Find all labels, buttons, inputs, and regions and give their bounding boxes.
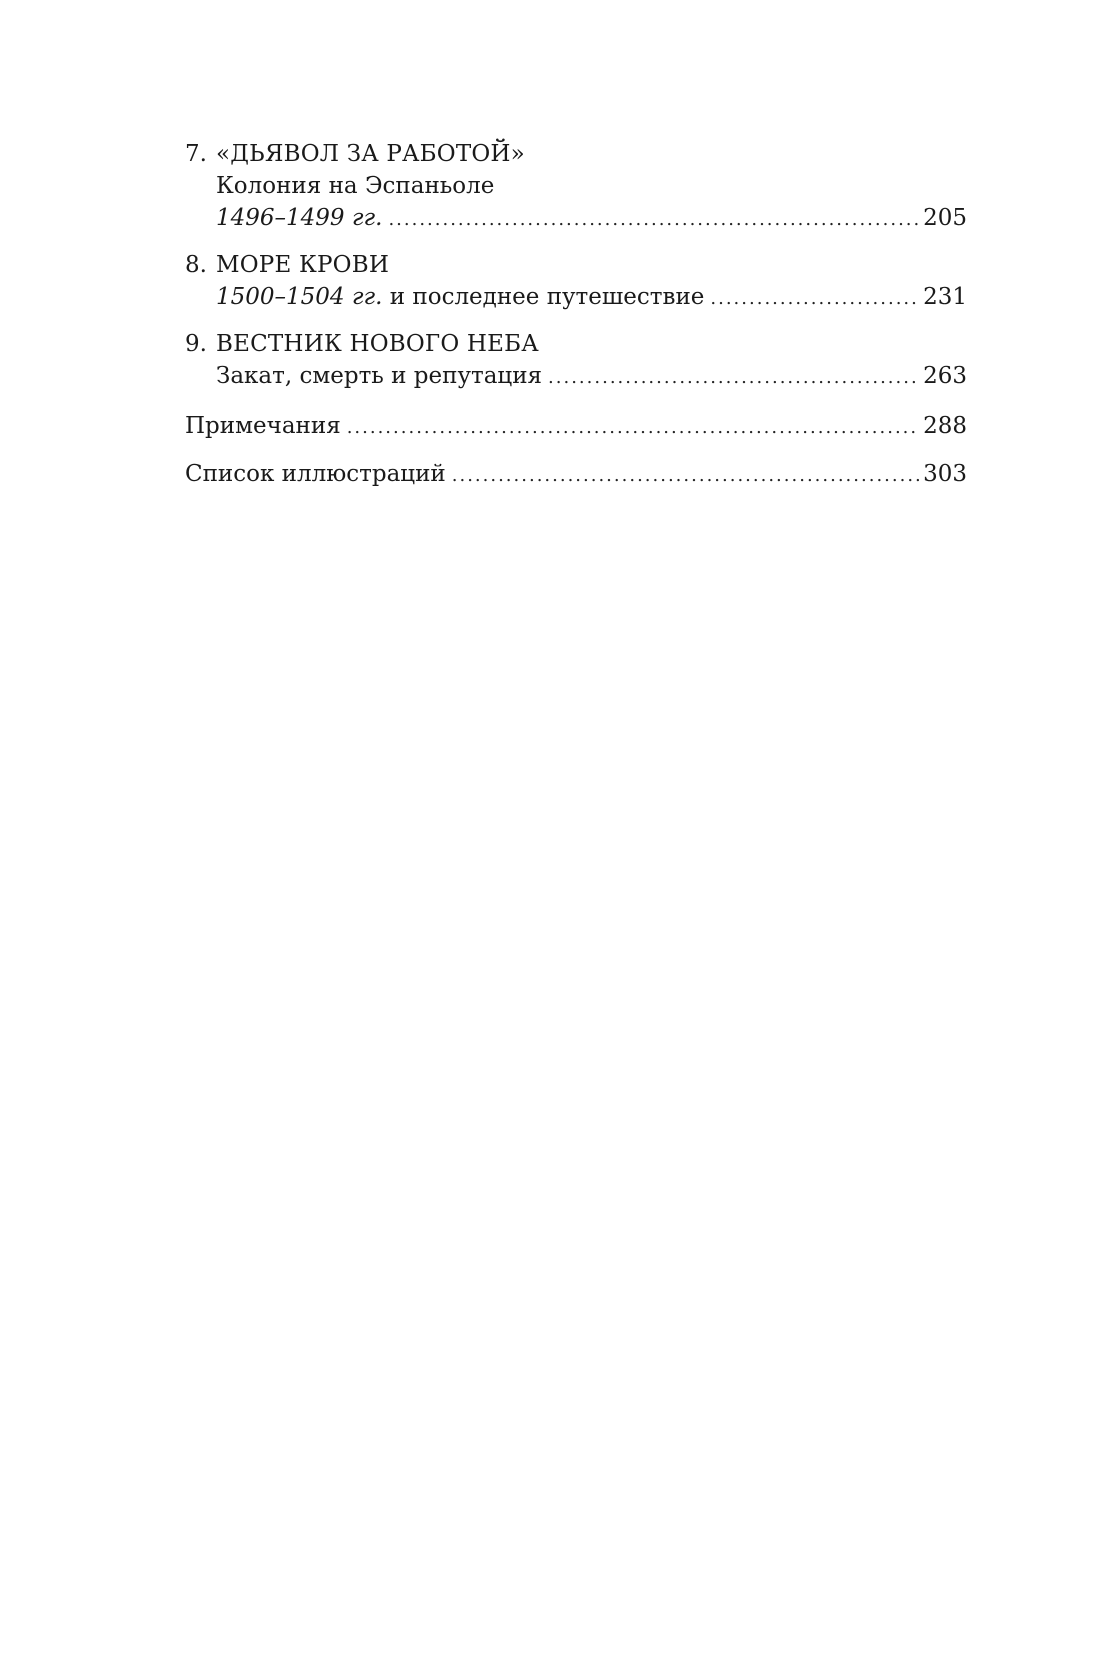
entry-text — [216, 202, 382, 234]
page-number: 205 — [923, 205, 967, 231]
chapter-number: 8. — [185, 252, 207, 278]
dot-leader — [548, 362, 919, 394]
toc-chapter-8 — [185, 249, 967, 313]
page-number: 231 — [923, 284, 967, 310]
page-number: 263 — [923, 363, 967, 389]
toc-entry-notes[interactable] — [185, 410, 967, 442]
entry-rest: и последнее путешествие — [382, 284, 705, 310]
chapter-title: «ДЬЯВОЛ ЗА РАБОТОЙ» — [216, 141, 525, 167]
toc-backmatter — [185, 410, 967, 490]
entry-label: Список иллюстраций — [185, 461, 446, 487]
chapter-heading — [185, 249, 967, 281]
page-number: 303 — [923, 461, 967, 487]
chapter-number: 9. — [185, 331, 207, 357]
chapter-heading — [185, 328, 967, 360]
entry-dates: 1496–1499 гг. — [216, 205, 383, 231]
entry-text — [216, 360, 542, 392]
table-of-contents — [185, 138, 967, 506]
chapter-title: ВЕСТНИК НОВОГО НЕБА — [216, 331, 539, 357]
toc-chapter-7 — [185, 138, 967, 234]
dot-leader — [452, 460, 919, 492]
chapter-subtitle: Колония на Эспаньоле — [216, 173, 495, 199]
toc-entry-line[interactable] — [185, 281, 967, 313]
entry-label: Примечания — [185, 413, 341, 439]
chapter-heading — [185, 138, 967, 170]
toc-entry-illustrations[interactable] — [185, 458, 967, 490]
entry-dates: 1500–1504 гг. — [216, 284, 383, 310]
chapter-number: 7. — [185, 141, 207, 167]
entry-text — [216, 281, 704, 313]
toc-entry-line[interactable] — [185, 360, 967, 392]
dot-leader — [347, 412, 919, 444]
dot-leader — [710, 283, 919, 315]
chapter-title: МОРЕ КРОВИ — [216, 252, 390, 278]
entry-rest: Закат, смерть и репутация — [216, 363, 543, 389]
page-number: 288 — [923, 413, 967, 439]
dot-leader — [388, 204, 919, 236]
toc-entry-line[interactable] — [185, 202, 967, 234]
toc-chapter-9 — [185, 328, 967, 392]
